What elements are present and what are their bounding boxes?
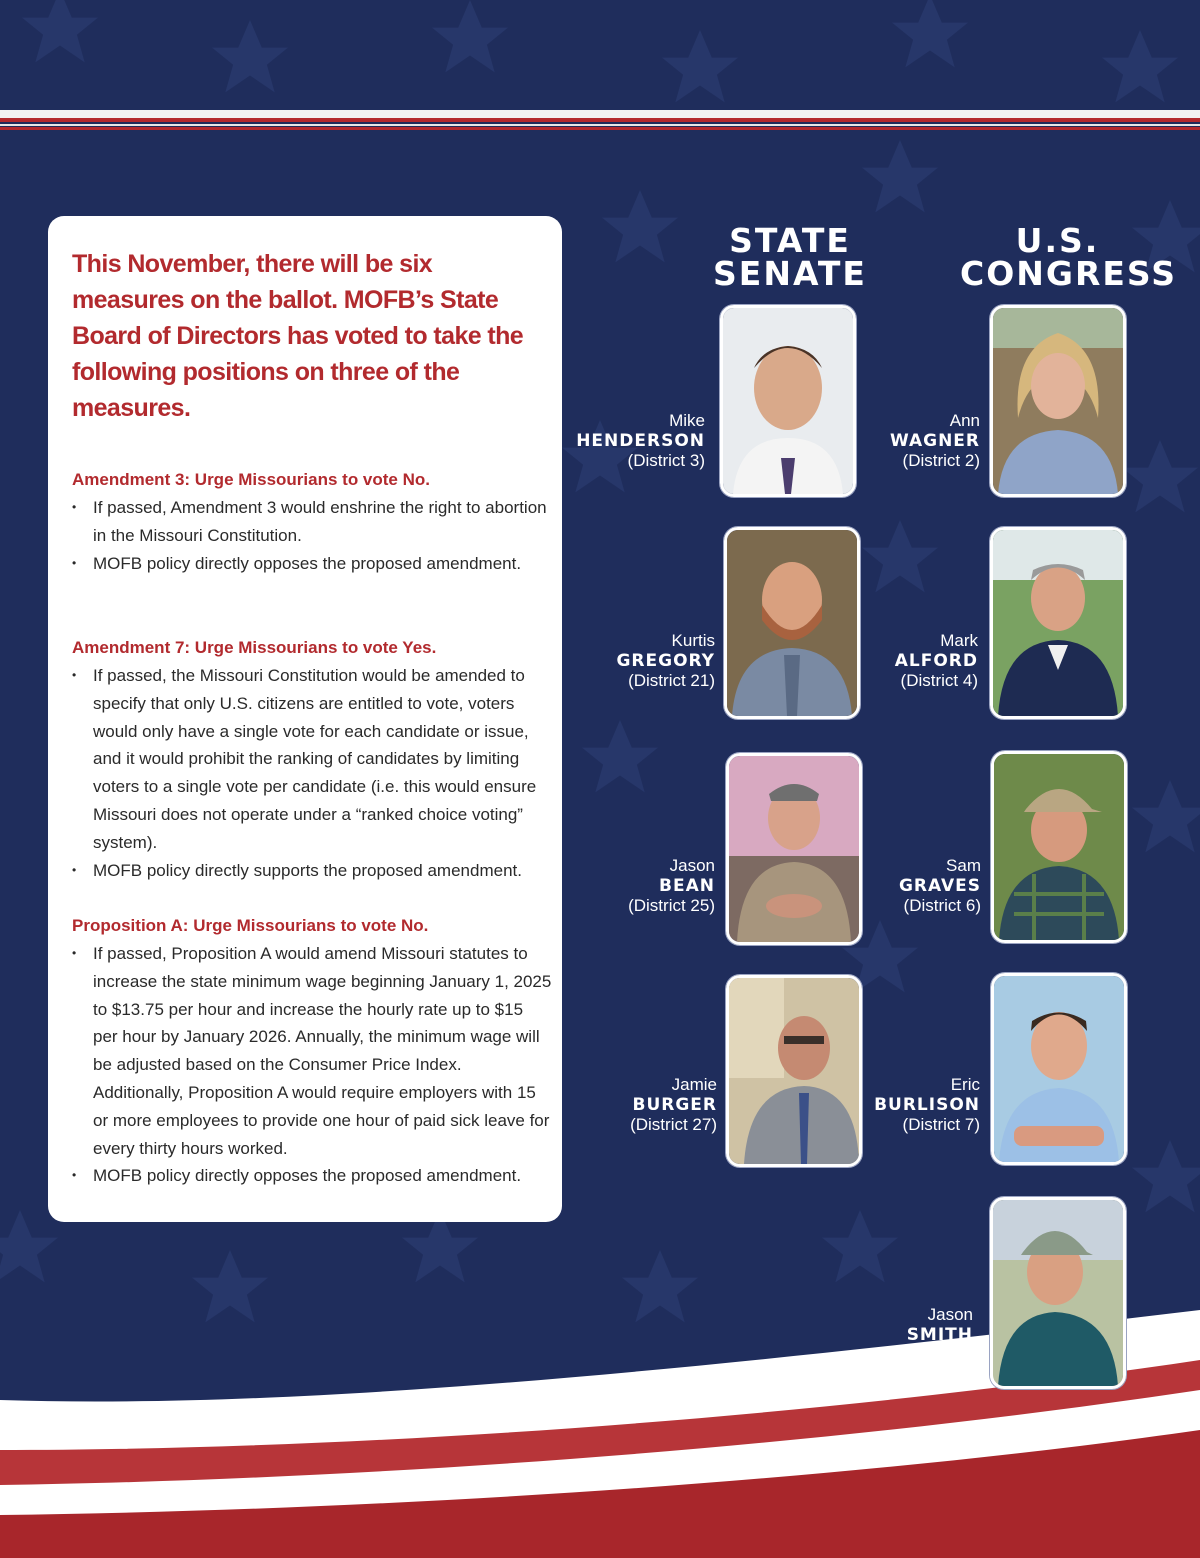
header-stripe-white-thin	[0, 124, 1200, 126]
measure-heading: Proposition A: Urge Missourians to vote No.	[72, 916, 429, 935]
portrait-placeholder-icon	[994, 754, 1124, 940]
state-senate-heading: STATE SENATE	[713, 221, 867, 293]
candidate-burlison: Eric BURLISON (District 7)	[874, 1075, 980, 1134]
header-stripe-white	[0, 110, 1200, 118]
measure-proposition-a	[72, 912, 552, 1190]
header-stripe-red-thin	[0, 127, 1200, 130]
list-item: • MOFB policy directly supports the proposed amendment.	[72, 860, 522, 880]
candidate-alford: Mark ALFORD (District 4)	[894, 631, 978, 690]
measure-amendment-7	[72, 634, 552, 884]
portrait-placeholder-icon	[993, 308, 1123, 494]
portrait-placeholder-icon	[993, 1200, 1123, 1386]
ballot-measures-card	[48, 216, 562, 1222]
portrait-placeholder-icon	[729, 978, 859, 1164]
candidate-photo	[726, 975, 862, 1167]
us-congress-heading: U.S. CONGRESS	[960, 221, 1177, 293]
candidate-photo	[990, 305, 1126, 497]
portrait-placeholder-icon	[993, 530, 1123, 716]
intro-text: This November, there will be six measures on the ballot. MOFB’s State Board of Directors has voted to take the following positions on three of the measures.	[72, 250, 524, 422]
candidate-graves: Sam GRAVES (District 6)	[898, 856, 981, 915]
portrait-placeholder-icon	[994, 976, 1124, 1162]
header-stripe-red	[0, 118, 1200, 122]
list-item: • If passed, the Missouri Constitution would be amended to specify that only U.S. citizens are entitled to vote, voters would only have a single vote for each candidate or issue, and it would prohibit the ranking of candidates by limiting voters to a single vote per candidate (i.e. this would ensure Missouri does not operate under a “ranked choice voting” system).	[72, 666, 537, 852]
candidate-gregory: Kurtis GREGORY (District 21)	[616, 631, 715, 690]
measure-heading: Amendment 3: Urge Missourians to vote No.	[72, 470, 430, 489]
list-item: • MOFB policy directly opposes the proposed amendment.	[72, 553, 522, 573]
measure-amendment-3	[72, 466, 552, 577]
candidate-photo	[990, 1197, 1126, 1389]
candidate-wagner: Ann WAGNER (District 2)	[889, 411, 980, 470]
candidate-henderson: Mike HENDERSON (District 3)	[576, 411, 705, 470]
measure-heading: Amendment 7: Urge Missourians to vote Yes.	[72, 638, 437, 657]
candidate-photo	[990, 527, 1126, 719]
candidate-smith: Jason SMITH (District 8)	[895, 1305, 973, 1364]
list-item: • If passed, Proposition A would amend Missouri statutes to increase the state minimum wage beginning January 1, 2025 to $13.75 per hour and increase the hourly rate up to $15 per hour by January 2026. Annually, the minimum wage will be adjusted based on the Consumer Price Index. Additionally, Proposition A would require employers with 15 or more employees to provide one hour of paid sick leave for every thirty hours worked.	[72, 944, 552, 1158]
candidate-photo	[726, 753, 862, 945]
candidate-photo	[991, 751, 1127, 943]
candidate-photo	[991, 973, 1127, 1165]
candidate-burger: Jamie BURGER (District 27)	[630, 1075, 717, 1134]
list-item: • If passed, Amendment 3 would enshrine the right to abortion in the Missouri Constitution.	[72, 498, 547, 545]
candidate-bean: Jason BEAN (District 25)	[628, 856, 715, 915]
list-item: • MOFB policy directly opposes the proposed amendment.	[72, 1166, 522, 1186]
